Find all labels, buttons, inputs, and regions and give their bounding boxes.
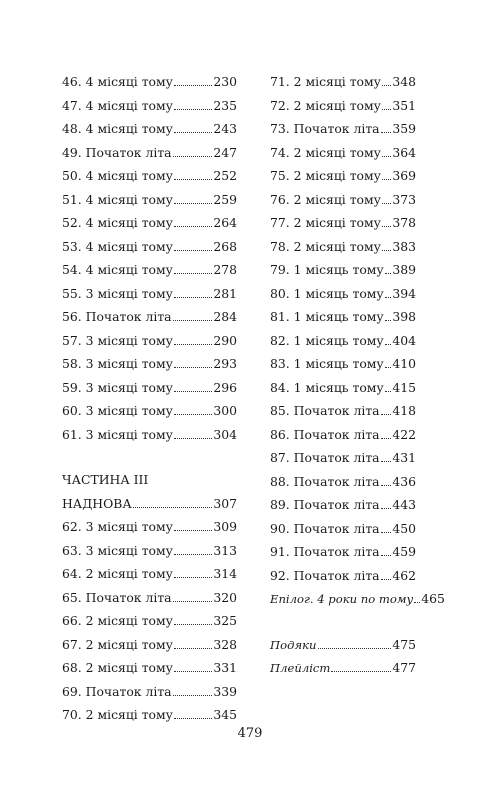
toc-entry[interactable] <box>270 188 416 212</box>
entry-title: 77. 2 місяці тому <box>270 215 381 230</box>
dot-leader <box>133 507 213 508</box>
dot-leader <box>174 109 212 110</box>
entry-title: 89. Початок літа <box>270 497 380 512</box>
entry-page: 443 <box>392 497 416 512</box>
entry-title: 71. 2 місяці тому <box>270 74 381 89</box>
entry-page: 304 <box>213 426 237 442</box>
entry-title: 80. 1 місяць тому <box>270 285 384 301</box>
entry-page: 300 <box>213 403 237 418</box>
section-spacer <box>270 611 416 633</box>
entry-title: 87. Початок літа <box>270 450 380 465</box>
dot-leader <box>385 367 392 368</box>
toc-entry[interactable] <box>270 399 416 423</box>
entry-title: 86. Початок літа <box>270 426 380 442</box>
entry-title: 74. 2 місяці тому <box>270 144 381 160</box>
entry-title: 82. 1 місяць тому <box>270 332 384 348</box>
toc-entry[interactable] <box>270 376 416 400</box>
entry-page: 369 <box>392 168 416 183</box>
toc-entry[interactable] <box>62 305 237 329</box>
dot-leader <box>381 555 392 556</box>
dot-leader <box>385 320 392 321</box>
toc-entry[interactable] <box>270 94 416 118</box>
entry-title: 69. Початок літа <box>62 683 172 699</box>
entry-title: 65. Початок літа <box>62 589 172 605</box>
entry-page: 348 <box>392 74 416 89</box>
dot-leader <box>381 438 392 439</box>
entry-page: 252 <box>213 168 237 183</box>
entry-page: 278 <box>213 262 237 277</box>
entry-title: 70. 2 місяці тому <box>62 707 173 722</box>
dot-leader <box>174 367 212 368</box>
entry-title: 88. Початок літа <box>270 473 380 489</box>
toc-entry[interactable] <box>62 586 237 610</box>
entry-title: 64. 2 місяці тому <box>62 566 173 581</box>
entry-page: 314 <box>213 566 237 581</box>
entry-page: 404 <box>392 332 416 348</box>
dot-leader <box>174 648 212 649</box>
entry-page: 422 <box>392 426 416 442</box>
entry-page: 398 <box>392 309 416 324</box>
toc-entry[interactable] <box>270 352 416 376</box>
dot-leader <box>385 391 392 392</box>
toc-entry[interactable] <box>62 423 237 447</box>
entry-title: 92. Початок літа <box>270 567 380 583</box>
toc-entry[interactable] <box>270 211 416 235</box>
toc-entry[interactable] <box>62 188 237 212</box>
toc-entry[interactable] <box>270 329 416 353</box>
entry-title: 84. 1 місяць тому <box>270 379 384 395</box>
entry-title: 79. 1 місяць тому <box>270 262 384 277</box>
toc-entry[interactable] <box>270 517 416 541</box>
entry-page: 243 <box>213 121 237 136</box>
dot-leader <box>174 718 212 719</box>
toc-back-matter <box>270 633 416 680</box>
dot-leader <box>385 297 392 298</box>
page-number: 479 <box>237 726 263 741</box>
entry-title: 62. 3 місяці тому <box>62 519 173 534</box>
toc-entry[interactable] <box>62 141 237 165</box>
entry-title: 46. 4 місяці тому <box>62 74 173 89</box>
dot-leader <box>173 695 213 696</box>
entry-page: 389 <box>392 262 416 277</box>
toc-entries-group-a <box>62 70 237 446</box>
part-heading: ЧАСТИНА III <box>62 472 149 487</box>
entry-page: 415 <box>392 379 416 395</box>
toc-entry[interactable] <box>62 562 237 586</box>
entry-page: 293 <box>213 356 237 371</box>
entry-page: 328 <box>213 636 237 652</box>
toc-entry[interactable] <box>62 609 237 633</box>
entry-page: 290 <box>213 332 237 348</box>
entry-title: 56. Початок літа <box>62 309 172 324</box>
dot-leader <box>174 530 212 531</box>
toc-entry[interactable] <box>270 493 416 517</box>
toc-entry[interactable] <box>270 446 416 470</box>
toc-entry[interactable] <box>62 539 237 563</box>
entry-page: 230 <box>213 74 237 89</box>
entry-title: 50. 4 місяці тому <box>62 168 173 183</box>
dot-leader <box>381 579 392 580</box>
toc-entry[interactable] <box>270 258 416 282</box>
dot-leader <box>382 109 391 110</box>
entry-page: 325 <box>213 613 237 628</box>
entry-page: 459 <box>392 544 416 559</box>
entry-page: 339 <box>213 683 237 699</box>
entry-title: 53. 4 місяці тому <box>62 238 173 254</box>
toc-left-column <box>62 70 237 727</box>
entry-title: 63. 3 місяці тому <box>62 542 173 558</box>
epilogue-entry[interactable] <box>270 587 445 611</box>
toc-entry[interactable] <box>270 282 416 306</box>
entry-page: 462 <box>392 567 416 583</box>
toc-entry[interactable] <box>62 633 237 657</box>
toc-entry[interactable] <box>270 141 416 165</box>
toc-entry[interactable] <box>62 235 237 259</box>
entry-title: 51. 4 місяці тому <box>62 191 173 207</box>
entry-title: 83. 1 місяць тому <box>270 356 384 371</box>
dot-leader <box>174 85 212 86</box>
entry-page: 418 <box>392 403 416 418</box>
entry-title: 61. 3 місяці тому <box>62 426 173 442</box>
toc-entry[interactable] <box>62 211 237 235</box>
entry-page: 364 <box>392 144 416 160</box>
toc-entry[interactable] <box>62 329 237 353</box>
toc-entry[interactable] <box>62 164 237 188</box>
entry-page: 410 <box>392 356 416 371</box>
entry-title: 55. 3 місяці тому <box>62 285 173 301</box>
dot-leader <box>174 391 212 392</box>
toc-entry[interactable] <box>62 258 237 282</box>
entry-page: 268 <box>213 238 237 254</box>
toc-entry[interactable] <box>62 352 237 376</box>
entry-page: 284 <box>213 309 237 324</box>
toc-right-column <box>270 70 445 680</box>
dot-leader <box>331 671 391 672</box>
entry-page: 259 <box>213 191 237 207</box>
toc-entry[interactable] <box>270 117 416 141</box>
entry-page: 313 <box>213 542 237 558</box>
toc-entry[interactable] <box>62 703 237 727</box>
toc-entries-group-b <box>62 515 237 727</box>
dot-leader <box>382 226 391 227</box>
entry-page: 351 <box>392 97 416 113</box>
entry-title: 76. 2 місяці тому <box>270 191 381 207</box>
dot-leader <box>382 179 391 180</box>
dot-leader <box>381 132 392 133</box>
dot-leader <box>382 156 391 157</box>
entry-title: 68. 2 місяці тому <box>62 660 173 675</box>
dot-leader <box>174 671 212 672</box>
entry-title: 66. 2 місяці тому <box>62 613 173 628</box>
toc-entry[interactable] <box>62 70 237 94</box>
dot-leader <box>174 624 212 625</box>
dot-leader <box>382 203 391 204</box>
entry-title: 59. 3 місяці тому <box>62 379 173 395</box>
dot-leader <box>381 461 392 462</box>
entry-page: 436 <box>392 473 416 489</box>
dot-leader <box>174 250 212 251</box>
toc-entry[interactable] <box>270 540 416 564</box>
toc-entry[interactable] <box>270 305 416 329</box>
dot-leader <box>174 577 212 578</box>
toc-entry[interactable] <box>270 164 416 188</box>
entry-page: 247 <box>213 144 237 160</box>
entry-title: 85. Початок літа <box>270 403 380 418</box>
dot-leader <box>174 297 212 298</box>
entry-title: НАДНОВА <box>62 495 132 511</box>
dot-leader <box>318 648 392 649</box>
entry-title: 60. 3 місяці тому <box>62 403 173 418</box>
toc-entry[interactable] <box>62 399 237 423</box>
entry-page: 264 <box>213 215 237 230</box>
part-title-entry[interactable] <box>62 492 237 516</box>
entry-title: 75. 2 місяці тому <box>270 168 381 183</box>
toc-entry[interactable] <box>62 94 237 118</box>
entry-title: 73. Початок літа <box>270 121 380 136</box>
dot-leader <box>174 203 212 204</box>
dot-leader <box>174 273 212 274</box>
entry-title: 58. 3 місяці тому <box>62 356 173 371</box>
toc-entry[interactable] <box>270 470 416 494</box>
dot-leader <box>385 344 392 345</box>
dot-leader <box>382 85 391 86</box>
entry-title: Плейліст <box>270 661 331 675</box>
dot-leader <box>174 438 212 439</box>
entry-page: 345 <box>213 707 237 722</box>
entry-title: Подяки <box>270 637 317 652</box>
dot-leader <box>174 554 212 555</box>
entry-page: 359 <box>392 121 416 136</box>
dot-leader <box>381 508 392 509</box>
entry-page: 331 <box>213 660 237 675</box>
dot-leader <box>381 414 392 415</box>
entry-page: 378 <box>392 215 416 230</box>
entry-page: 235 <box>213 97 237 113</box>
entry-page: 477 <box>392 660 416 675</box>
dot-leader <box>174 414 212 415</box>
toc-entry[interactable] <box>270 235 416 259</box>
entry-title: 52. 4 місяці тому <box>62 215 173 230</box>
entry-title: Епілог. 4 роки по тому <box>270 592 414 606</box>
dot-leader <box>381 485 392 486</box>
entry-title: 72. 2 місяці тому <box>270 97 381 113</box>
entry-title: 47. 4 місяці тому <box>62 97 173 113</box>
toc-entry[interactable] <box>270 70 416 94</box>
entry-page: 383 <box>392 238 416 254</box>
entry-page: 309 <box>213 519 237 534</box>
entry-page: 431 <box>392 450 416 465</box>
entry-title: 78. 2 місяці тому <box>270 238 381 254</box>
entry-title: 48. 4 місяці тому <box>62 121 173 136</box>
entry-title: 49. Початок літа <box>62 144 172 160</box>
toc-entry[interactable] <box>62 656 237 680</box>
dot-leader <box>174 132 212 133</box>
toc-entry[interactable] <box>62 680 237 704</box>
entry-page: 450 <box>392 520 416 536</box>
entry-page: 373 <box>392 191 416 207</box>
toc-entry[interactable] <box>62 117 237 141</box>
entry-page: 320 <box>213 589 237 605</box>
dot-leader <box>382 250 391 251</box>
dot-leader <box>414 602 420 603</box>
entry-title: 67. 2 місяці тому <box>62 636 173 652</box>
dot-leader <box>174 344 212 345</box>
toc-entry[interactable] <box>62 376 237 400</box>
toc-entry[interactable] <box>62 515 237 539</box>
dot-leader <box>174 179 212 180</box>
toc-entry[interactable] <box>270 656 416 680</box>
toc-entry[interactable] <box>270 633 416 657</box>
entry-page: 281 <box>213 285 237 301</box>
dot-leader <box>174 226 212 227</box>
toc-entry[interactable] <box>62 282 237 306</box>
entry-page: 394 <box>392 285 416 301</box>
dot-leader <box>173 601 213 602</box>
dot-leader <box>173 320 213 321</box>
dot-leader <box>381 532 392 533</box>
entry-page: 465 <box>421 591 445 606</box>
dot-leader <box>173 156 213 157</box>
toc-entries-group-c <box>270 70 416 587</box>
entry-title: 91. Початок літа <box>270 544 380 559</box>
entry-title: 57. 3 місяці тому <box>62 332 173 348</box>
toc-entry[interactable] <box>270 564 416 588</box>
entry-title: 90. Початок літа <box>270 520 380 536</box>
entry-page: 307 <box>213 495 237 511</box>
entry-page: 475 <box>392 636 416 652</box>
entry-title: 54. 4 місяці тому <box>62 262 173 277</box>
entry-title: 81. 1 місяць тому <box>270 309 384 324</box>
section-spacer <box>62 446 237 468</box>
toc-entry[interactable] <box>270 423 416 447</box>
dot-leader <box>385 273 392 274</box>
entry-page: 296 <box>213 379 237 395</box>
